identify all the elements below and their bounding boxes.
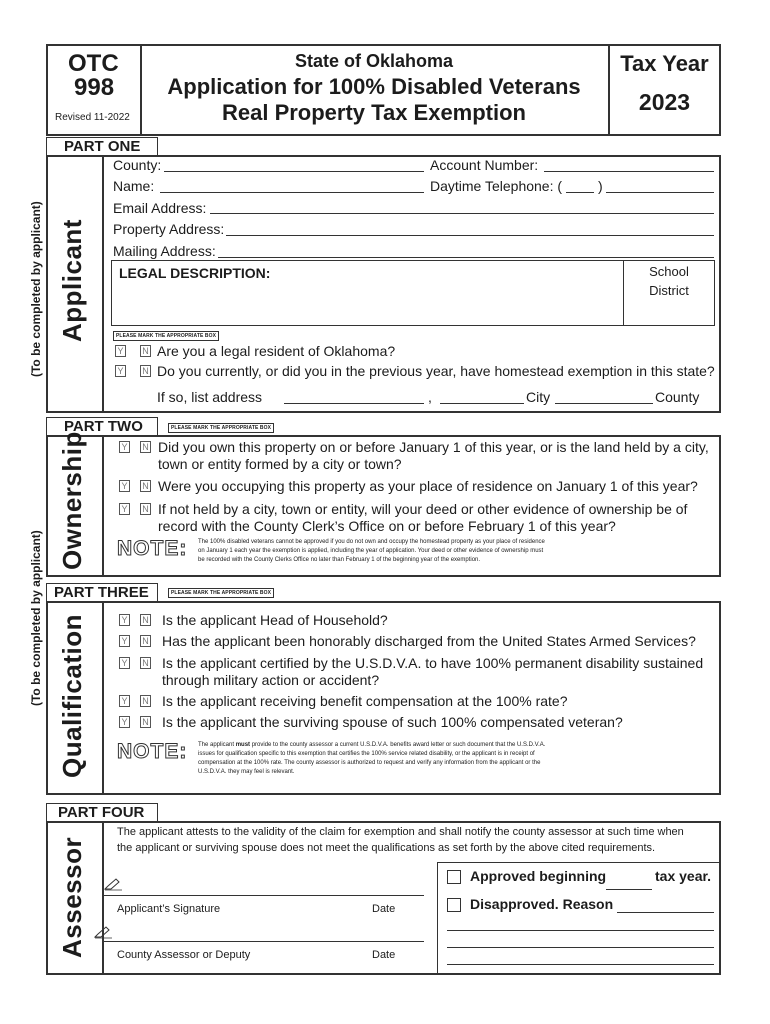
- email-field[interactable]: [210, 213, 714, 214]
- qualification-note-label: NOTE:: [117, 740, 188, 763]
- head-household-yes-box[interactable]: Y: [119, 614, 130, 626]
- email-label: Email Address:: [113, 200, 207, 216]
- benefit-yes-box[interactable]: Y: [119, 695, 130, 707]
- prev-county-field[interactable]: [555, 403, 653, 404]
- head-household-no-box[interactable]: N: [140, 614, 151, 626]
- certified-yes-box[interactable]: Y: [119, 657, 130, 669]
- resident-yes-box[interactable]: Y: [115, 345, 126, 357]
- phone-label: Daytime Telephone: (: [430, 178, 563, 194]
- discharged-yes-box[interactable]: Y: [119, 635, 130, 647]
- mailing-label: Mailing Address:: [113, 243, 216, 259]
- mailing-field[interactable]: [218, 257, 714, 258]
- approved-checkbox[interactable]: [447, 870, 461, 884]
- resident-question: Are you a legal resident of Oklahoma?: [157, 343, 396, 359]
- part-three-mark-box-hint: PLEASE MARK THE APPROPRIATE BOX: [168, 588, 274, 598]
- form-number: 998: [74, 74, 115, 101]
- phone-field[interactable]: [606, 192, 714, 193]
- discharged-no-box[interactable]: N: [140, 635, 151, 647]
- benefit-no-box[interactable]: N: [140, 695, 151, 707]
- spouse-yes-box[interactable]: Y: [119, 716, 130, 728]
- county-field[interactable]: [164, 171, 424, 172]
- spouse-question: Is the applicant the surviving spouse of such 100% compensated veteran?: [162, 714, 623, 730]
- comma: ,: [428, 389, 432, 405]
- certified-question: Is the applicant certified by the U.S.D.V.A. to have 100% permanent disability sustained: [162, 655, 704, 671]
- qualification-note-line3: compensation at the 100% rate. The county assessor is authorized to request and verify any information from the applicant or the: [198, 760, 541, 766]
- occupying-no-box[interactable]: N: [140, 480, 151, 492]
- approved-year-field[interactable]: [606, 889, 652, 890]
- disapproved-label: Disapproved. Reason: [470, 896, 614, 912]
- form-code: OTC: [68, 50, 119, 77]
- own-property-no-box[interactable]: N: [140, 441, 151, 453]
- applicant-date-label: Date: [372, 903, 396, 915]
- disapproved-checkbox[interactable]: [447, 898, 461, 912]
- own-property-question-cont: town or entity formed by a city or town?: [158, 456, 402, 472]
- assessor-date-label: Date: [372, 949, 396, 961]
- occupying-yes-box[interactable]: Y: [119, 480, 130, 492]
- reason-line-3[interactable]: [447, 947, 714, 948]
- homestead-no-box[interactable]: N: [140, 365, 151, 377]
- ownership-note-line3: be recorded with the County Clerks Office no later than February 1 of the beginning year of the exemption.: [198, 557, 481, 563]
- assessor-signature-field[interactable]: [104, 941, 424, 942]
- phone-area-field[interactable]: [566, 192, 594, 193]
- pen-signature-icon: [104, 877, 124, 891]
- tax-year-suffix: tax year.: [655, 868, 712, 884]
- phone-close: ): [598, 178, 603, 194]
- name-label: Name:: [113, 178, 155, 194]
- account-label: Account Number:: [430, 157, 539, 173]
- certified-question-cont: through military action or accident?: [162, 672, 380, 688]
- prev-address-field[interactable]: [284, 403, 424, 404]
- legal-description-label: LEGAL DESCRIPTION:: [119, 265, 271, 281]
- district-label: District: [649, 283, 689, 298]
- side-label-applicant: (To be completed by applicant): [29, 201, 43, 377]
- side-label-applicant-2: (To be completed by applicant): [29, 530, 43, 706]
- approved-label: Approved beginning: [470, 868, 607, 884]
- tax-year-label: Tax Year: [620, 51, 709, 76]
- reason-field[interactable]: [617, 912, 714, 913]
- name-field[interactable]: [160, 192, 424, 193]
- account-field[interactable]: [544, 171, 714, 172]
- revised-date: Revised 11-2022: [55, 112, 130, 123]
- deed-record-question: If not held by a city, town or entity, will your deed or other evidence of ownership be of: [158, 501, 688, 517]
- part-three-label: PART THREE: [54, 584, 149, 601]
- qualification-note-line4: U.S.D.V.A. they may feel is relevant.: [198, 769, 295, 775]
- tax-year: 2023: [638, 89, 691, 115]
- part-four-label: PART FOUR: [58, 804, 145, 821]
- qualification-note-line1: The applicant must provide to the county assessor a current U.S.D.V.A. benefits award letter or such document that the U.S.D.V.A.: [198, 742, 546, 748]
- mark-box-hint: PLEASE MARK THE APPROPRIATE BOX: [113, 331, 219, 341]
- form-title-line1: Application for 100% Disabled Veterans: [167, 74, 581, 99]
- ownership-note-line1: The 100% disabled veterans cannot be approved if you do not own and occupy the homestead property as your place of residence: [198, 539, 545, 545]
- certified-no-box[interactable]: N: [140, 657, 151, 669]
- qualification-note-line2: issues for qualification specific to this exemption that certifies the 100% service related disability, or the applicant is in receipt of: [198, 751, 535, 757]
- ownership-section-label: Ownership: [57, 431, 87, 570]
- property-field[interactable]: [226, 235, 714, 236]
- applicant-signature-field[interactable]: [104, 895, 424, 896]
- state-title: State of Oklahoma: [294, 51, 454, 71]
- county-label: County:: [113, 157, 162, 173]
- part-two-mark-box-hint: PLEASE MARK THE APPROPRIATE BOX: [168, 423, 274, 433]
- attest-line1: The applicant attests to the validity of the claim for exemption and shall notify the county assessor at such time when: [117, 826, 684, 838]
- discharged-question: Has the applicant been honorably discharged from the United States Armed Services?: [162, 633, 696, 649]
- if-so-label: If so, list address: [157, 389, 263, 405]
- deed-record-yes-box[interactable]: Y: [119, 503, 130, 515]
- prev-city-field[interactable]: [440, 403, 524, 404]
- own-property-question: Did you own this property on or before January 1 of this year, or is the land held by a city,: [158, 439, 709, 455]
- resident-no-box[interactable]: N: [140, 345, 151, 357]
- deed-record-no-box[interactable]: N: [140, 503, 151, 515]
- qualification-section-label: Qualification: [57, 614, 87, 778]
- benefit-question: Is the applicant receiving benefit compensation at the 100% rate?: [162, 693, 568, 709]
- applicant-section-label: Applicant: [57, 219, 87, 342]
- note-label: NOTE:: [117, 537, 188, 560]
- school-label: School: [649, 264, 689, 279]
- city-label: City: [526, 389, 551, 405]
- head-household-question: Is the applicant Head of Household?: [162, 612, 388, 628]
- ownership-note-line2: on January 1 each year the exemption is applied, including the year of application. Your deed or other evidence of ownership must: [198, 548, 544, 554]
- part-two-label: PART TWO: [64, 418, 143, 435]
- property-label: Property Address:: [113, 221, 225, 237]
- form-title-line2: Real Property Tax Exemption: [221, 100, 526, 125]
- occupying-question: Were you occupying this property as your place of residence on January 1 of this year?: [158, 478, 698, 494]
- assessor-section-label: Assessor: [57, 836, 87, 958]
- deed-record-question-cont: record with the County Clerk’s Office on or before February 1 of this year?: [158, 518, 616, 534]
- applicant-signature-label: Applicant’s Signature: [117, 903, 221, 915]
- part-one-label: PART ONE: [64, 138, 141, 155]
- homestead-yes-box[interactable]: Y: [115, 365, 126, 377]
- own-property-yes-box[interactable]: Y: [119, 441, 130, 453]
- pen-signature-icon-2: [94, 925, 114, 939]
- assessor-signature-label: County Assessor or Deputy: [117, 949, 251, 961]
- attest-line2: the applicant or surviving spouse does not meet the qualifications as set forth by the above cited requirements.: [117, 842, 656, 854]
- reason-line-4[interactable]: [447, 964, 714, 965]
- county-suffix-label: County: [655, 389, 700, 405]
- homestead-question: Do you currently, or did you in the previous year, have homestead exemption in this state?: [157, 363, 715, 379]
- reason-line-2[interactable]: [447, 930, 714, 931]
- spouse-no-box[interactable]: N: [140, 716, 151, 728]
